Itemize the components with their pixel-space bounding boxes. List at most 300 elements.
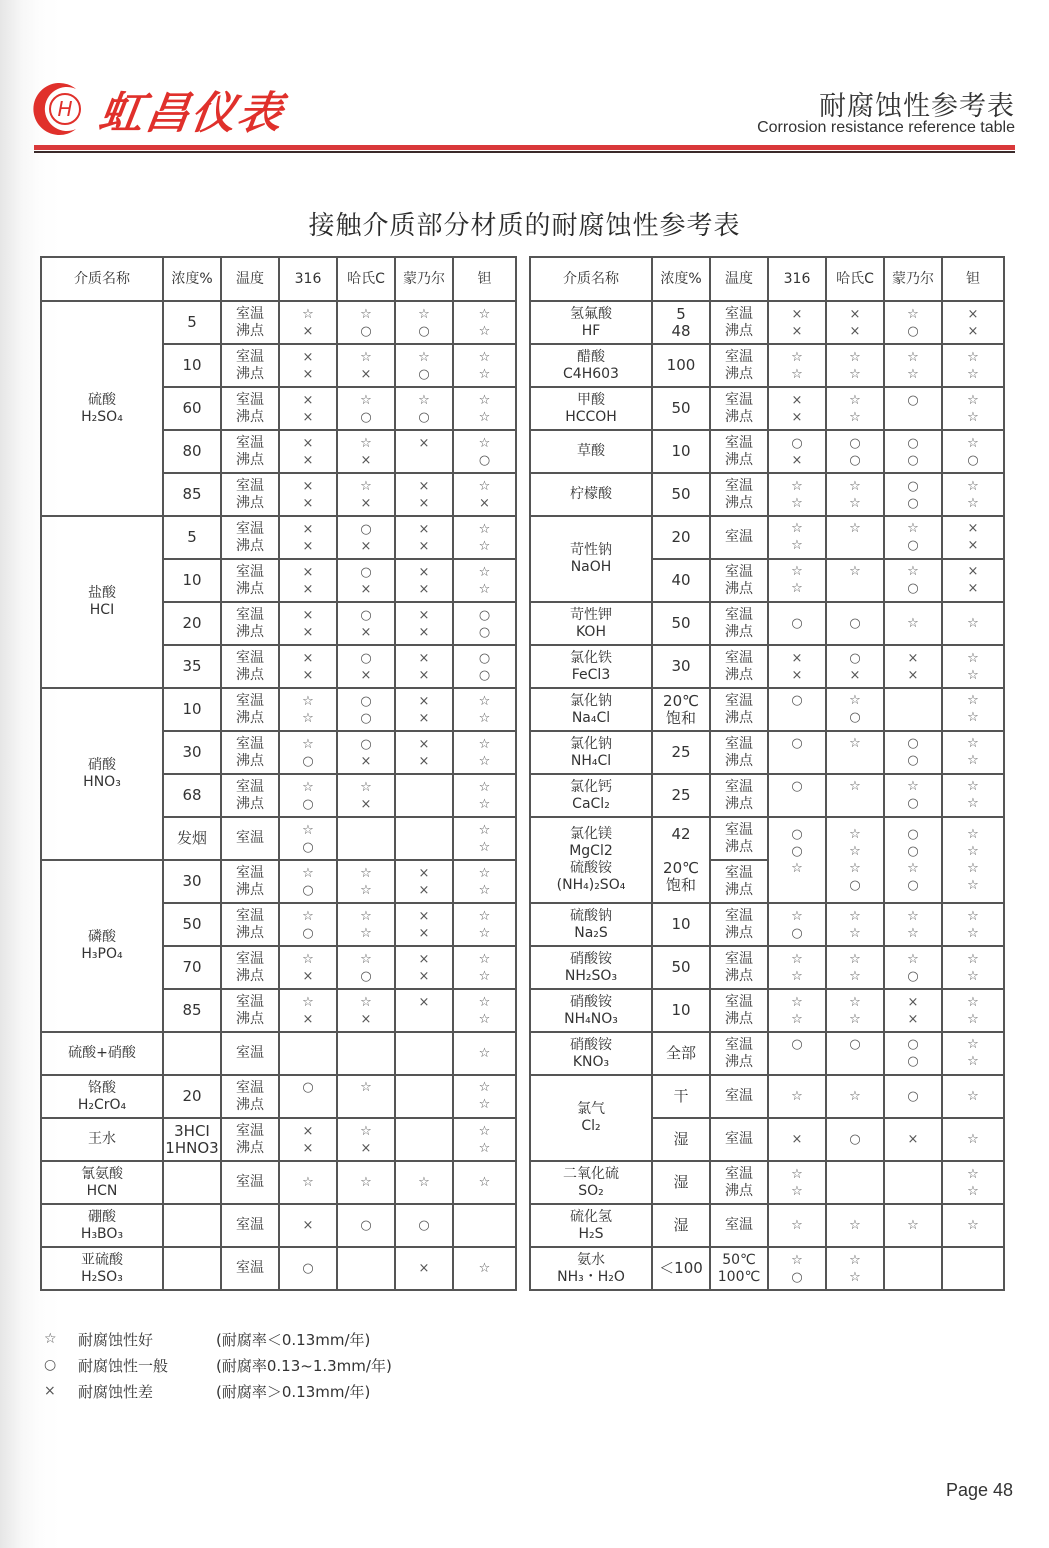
rating-symbol: ○	[360, 693, 372, 709]
concentration: 1HNO3	[165, 1138, 219, 1157]
rating-symbol: ×	[302, 538, 314, 554]
rating-symbol: ☆	[967, 1054, 979, 1069]
rating-symbol	[885, 1252, 941, 1269]
rating-monel	[884, 516, 942, 559]
temperature: 沸点	[236, 623, 264, 640]
rating-symbol: ×	[418, 581, 430, 597]
rating-symbol	[827, 795, 883, 812]
rating-symbol: ☆	[478, 908, 491, 924]
rating-tantalum	[453, 860, 516, 903]
rating-monel	[884, 645, 942, 688]
medium-name: 硫酸+硝酸	[68, 1045, 136, 1061]
concentration-cell	[163, 1032, 221, 1075]
col-header-temperature: 温度	[710, 257, 768, 301]
rating-316	[279, 860, 337, 903]
temperature: 沸点	[725, 408, 753, 425]
rating-hastelloy-c	[826, 602, 884, 645]
rating-symbol: ☆	[967, 392, 979, 408]
temperature-cell	[710, 645, 768, 688]
rating-hastelloy-c	[337, 946, 395, 989]
chemical-formula: H₂S	[578, 1225, 604, 1242]
temperature: 室温	[236, 305, 264, 322]
concentration-cell: 85	[163, 473, 221, 516]
rating-hastelloy-c	[337, 688, 395, 731]
rating-symbol	[885, 409, 941, 426]
rating-symbol	[885, 692, 941, 709]
medium-name: 铬酸	[88, 1079, 116, 1096]
rating-symbol: ×	[302, 478, 314, 494]
rating-316	[279, 1118, 337, 1161]
rating-symbol: ○	[907, 323, 919, 339]
rating-symbol: ×	[302, 968, 314, 984]
rating-symbol: ☆	[907, 366, 919, 382]
rating-316	[768, 989, 826, 1032]
rating-monel	[884, 602, 942, 645]
temperature: 室温	[725, 305, 753, 322]
rating-symbol: ☆	[478, 1080, 491, 1095]
rating-316	[279, 774, 337, 817]
temperature-cell	[221, 1118, 279, 1161]
rating-symbol: ×	[302, 323, 314, 339]
rating-symbol: ☆	[849, 1252, 861, 1268]
rating-symbol	[827, 580, 883, 597]
rating-monel	[884, 774, 942, 817]
temperature: 室温	[236, 993, 264, 1010]
temperature-cell	[710, 946, 768, 989]
rating-symbol: ☆	[302, 779, 314, 795]
medium-name: 氯气	[577, 1101, 605, 1117]
rating-symbol: ×	[967, 521, 979, 536]
temperature: 室温	[725, 907, 753, 924]
medium-name: 硼酸	[88, 1208, 116, 1225]
rating-316	[768, 1118, 826, 1161]
legend-rate: (耐腐率0.13~1.3mm/年)	[216, 1356, 392, 1375]
rating-symbol: ○	[302, 1080, 314, 1095]
rating-symbol: ☆	[360, 478, 372, 494]
col-header-concentration: 浓度%	[652, 257, 710, 301]
rating-symbol: ☆	[478, 796, 491, 812]
medium-name: 氯化钙	[570, 778, 612, 795]
rating-symbol: ☆	[849, 564, 861, 579]
rating-316	[768, 602, 826, 645]
rating-symbol: ☆	[967, 844, 979, 859]
rating-tantalum	[942, 430, 1004, 473]
temperature-cell	[221, 731, 279, 774]
rating-symbol: ☆	[967, 753, 979, 768]
rating-symbol	[280, 1045, 336, 1062]
rating-symbol: ☆	[791, 1166, 803, 1182]
rating-symbol: ☆	[302, 710, 314, 726]
temperature: 室温	[236, 1174, 264, 1190]
rating-symbol: ☆	[967, 349, 979, 365]
medium-name: 硫酸钠	[570, 907, 612, 924]
temperature: 室温	[236, 520, 264, 537]
rating-symbol: ☆	[478, 323, 491, 339]
rating-symbol: ○	[907, 1089, 919, 1104]
rating-symbol: ○	[907, 753, 919, 768]
rating-hastelloy-c	[337, 344, 395, 387]
rating-symbol: ☆	[478, 538, 491, 554]
concentration: 50	[671, 614, 691, 632]
rating-symbol: ☆	[791, 1252, 803, 1268]
temperature-cell	[221, 774, 279, 817]
concentration: 20℃	[663, 859, 699, 877]
rating-symbol: ☆	[967, 878, 979, 893]
rating-tantalum	[942, 301, 1004, 344]
temperature-cell	[221, 344, 279, 387]
rating-symbol: ☆	[360, 1123, 372, 1139]
rating-symbol	[827, 1053, 883, 1070]
rating-symbol: ×	[360, 667, 372, 683]
temperature: 室温	[236, 1045, 264, 1061]
rating-tantalum	[942, 946, 1004, 989]
rating-symbol: ×	[907, 667, 919, 683]
table-row	[530, 903, 1004, 946]
concentration-cell	[652, 1161, 710, 1204]
table-row	[530, 989, 1004, 1032]
rating-symbol: ☆	[302, 306, 314, 322]
rating-hastelloy-c	[337, 473, 395, 516]
rating-symbol: ○	[907, 878, 919, 893]
rating-symbol: ×	[302, 521, 314, 537]
rating-symbol: ×	[791, 323, 803, 339]
rating-hastelloy-c	[337, 860, 395, 903]
temperature: 沸点	[725, 795, 753, 812]
rating-symbol	[396, 1011, 452, 1028]
medium-name: 亚硫酸	[81, 1251, 123, 1268]
rating-316	[279, 516, 337, 559]
chemical-formula: H₂CrO₄	[77, 1096, 127, 1113]
rating-symbol: ☆	[360, 779, 372, 795]
rating-symbol: ☆	[478, 951, 491, 967]
rating-316	[768, 731, 826, 774]
rating-hastelloy-c	[826, 817, 884, 903]
temperature: 室温	[725, 563, 753, 580]
rating-316	[279, 559, 337, 602]
rating-symbol: ×	[360, 624, 372, 640]
rating-tantalum	[453, 1204, 516, 1247]
concentration-cell: 80	[163, 430, 221, 473]
rating-hastelloy-c	[337, 301, 395, 344]
rating-symbol: ☆	[849, 349, 861, 365]
rating-hastelloy-c	[826, 430, 884, 473]
temperature: 室温	[236, 778, 264, 795]
rating-hastelloy-c	[826, 1118, 884, 1161]
rating-316	[768, 645, 826, 688]
rating-symbol: ○	[478, 452, 491, 468]
rating-symbol: ○	[791, 779, 803, 794]
rating-symbol: ☆	[791, 908, 803, 924]
temperature: 室温	[725, 477, 753, 494]
rating-tantalum	[942, 688, 1004, 731]
temperature-cell	[221, 903, 279, 946]
temperature: 沸点	[236, 408, 264, 425]
temperature-cell	[710, 301, 768, 344]
temperature-cell	[221, 301, 279, 344]
rating-symbol: ○	[360, 607, 372, 623]
temperature-cell	[221, 516, 279, 559]
col-header-temperature: 温度	[221, 257, 279, 301]
rating-symbol: ☆	[967, 616, 979, 631]
rating-symbol: ×	[360, 581, 372, 597]
rating-symbol: ○	[478, 607, 491, 623]
rating-316	[768, 1075, 826, 1118]
rating-tantalum	[453, 430, 516, 473]
rating-symbol: ○	[849, 878, 861, 893]
rating-symbol: ☆	[478, 1046, 491, 1061]
legend-label: 耐腐蚀性一般	[78, 1356, 169, 1375]
medium-name: (NH₄)₂SO₄	[556, 877, 626, 893]
medium-name-cell	[530, 1075, 652, 1161]
rating-tantalum	[942, 559, 1004, 602]
rating-monel	[395, 946, 453, 989]
rating-symbol: ☆	[907, 951, 919, 967]
rating-symbol: ☆	[849, 409, 861, 425]
rating-symbol: ○	[907, 1037, 919, 1052]
rating-symbol: ×	[967, 564, 979, 579]
rating-symbol: ×	[849, 306, 861, 322]
rating-symbol: ☆	[302, 693, 314, 709]
temperature: 沸点	[725, 580, 753, 597]
rating-symbol: ☆	[478, 1261, 491, 1276]
legend-rate: (耐腐率＜0.13mm/年)	[216, 1330, 371, 1349]
temperature: 50℃	[722, 1251, 756, 1268]
medium-name-cell	[41, 301, 163, 516]
temperature: 沸点	[236, 1139, 264, 1156]
page-title: 接触介质部分材质的耐腐蚀性参考表	[308, 211, 741, 241]
temperature: 室温	[725, 1088, 753, 1104]
concentration-cell	[652, 774, 710, 817]
rating-tantalum	[942, 344, 1004, 387]
rating-hastelloy-c	[826, 301, 884, 344]
rating-symbol: ○	[849, 650, 861, 666]
temperature: 室温	[236, 950, 264, 967]
rating-symbol: ☆	[849, 392, 861, 408]
temperature: 室温	[236, 1217, 264, 1233]
rating-symbol: ☆	[849, 1011, 861, 1027]
temperature: 室温	[725, 649, 753, 666]
temperature: 室温	[725, 391, 753, 408]
rating-symbol: ☆	[849, 968, 861, 984]
rating-tantalum	[942, 1075, 1004, 1118]
chemical-formula: NH₄NO₃	[564, 1010, 618, 1027]
rating-symbol: ☆	[302, 822, 314, 838]
rating-hastelloy-c	[337, 430, 395, 473]
medium-name: 苛性钠	[570, 542, 612, 558]
rating-symbol: ☆	[907, 1218, 919, 1233]
concentration-cell	[652, 817, 710, 903]
chemical-formula: KOH	[576, 623, 606, 640]
rating-symbol: ☆	[478, 994, 491, 1010]
rating-symbol: ×	[791, 1132, 803, 1147]
temperature-cell	[221, 1204, 279, 1247]
concentration	[653, 843, 709, 860]
rating-monel	[395, 473, 453, 516]
temperature: 室温	[236, 1079, 264, 1096]
rating-monel	[395, 559, 453, 602]
temperature: 室温	[725, 1131, 753, 1147]
rating-tantalum	[942, 602, 1004, 645]
rating-symbol: ×	[967, 323, 979, 339]
rating-tantalum	[453, 1161, 516, 1204]
rating-symbol: ☆	[478, 753, 491, 769]
rating-monel	[395, 344, 453, 387]
concentration: 10	[671, 915, 691, 933]
rating-symbol: ×	[418, 925, 430, 941]
rating-316	[768, 1032, 826, 1075]
rating-symbol: ☆	[791, 1011, 803, 1027]
rating-tantalum	[453, 946, 516, 989]
temperature: 100℃	[717, 1268, 761, 1285]
temperature-cell	[221, 1075, 279, 1118]
col-header-316: 316	[279, 257, 337, 301]
concentration: 30	[671, 657, 691, 675]
temperature: 沸点	[725, 1053, 753, 1070]
rating-symbol: ☆	[791, 564, 803, 579]
concentration: 100	[666, 356, 696, 374]
rating-monel	[395, 1204, 453, 1247]
concentration-cell: 5	[163, 516, 221, 559]
rating-symbol: ×	[791, 409, 803, 425]
rating-symbol: ○	[360, 323, 372, 339]
temperature-cell	[710, 1118, 768, 1161]
rating-symbol: ☆	[360, 994, 372, 1010]
rating-316	[768, 559, 826, 602]
concentration-cell: 10	[163, 559, 221, 602]
medium-name-cell	[41, 1075, 163, 1118]
rating-symbol: ○	[907, 844, 919, 859]
rating-symbol	[338, 1096, 394, 1113]
table-row	[41, 688, 516, 731]
rating-symbol: ○	[418, 366, 430, 382]
rating-symbol	[396, 779, 452, 796]
rating-symbol: ×	[360, 753, 372, 769]
rating-symbol: ×	[418, 667, 430, 683]
rating-monel	[395, 860, 453, 903]
temperature: 室温	[236, 563, 264, 580]
rating-symbol: ×	[360, 1140, 372, 1156]
chemical-formula: HCI	[89, 602, 115, 618]
rating-symbol: ☆	[478, 1175, 491, 1190]
rating-316	[768, 903, 826, 946]
rating-symbol: ○	[907, 796, 919, 811]
temperature: 沸点	[725, 924, 753, 941]
rating-symbol: ○	[907, 452, 919, 468]
concentration-cell	[163, 1247, 221, 1290]
rating-symbol: ×	[418, 564, 430, 580]
rating-tantalum	[453, 731, 516, 774]
legend-item-fair	[44, 1352, 392, 1378]
temperature-cell	[710, 387, 768, 430]
rating-316	[768, 516, 826, 559]
concentration-cell	[652, 645, 710, 688]
medium-name: 氨水	[577, 1251, 605, 1268]
rating-monel	[884, 946, 942, 989]
concentration	[164, 1217, 220, 1234]
chemical-formula: FeCl3	[571, 666, 611, 683]
rating-symbol: ☆	[907, 564, 919, 579]
table-row	[530, 473, 1004, 516]
rating-symbol	[769, 709, 825, 726]
temperature: 室温	[725, 529, 753, 545]
rating-symbol	[885, 1269, 941, 1286]
rating-symbol: ☆	[907, 925, 919, 941]
rating-symbol: ☆	[967, 908, 979, 924]
rating-316	[279, 817, 337, 860]
temperature-cell	[221, 688, 279, 731]
rating-hastelloy-c	[826, 473, 884, 516]
rating-monel	[395, 1118, 453, 1161]
legend	[44, 1326, 392, 1404]
table-row	[530, 688, 1004, 731]
concentration-cell	[163, 1204, 221, 1247]
temperature: 沸点	[725, 967, 753, 984]
rating-monel	[884, 301, 942, 344]
chemical-formula: SO₂	[578, 1182, 604, 1199]
rating-symbol: ☆	[478, 581, 491, 597]
rating-symbol: ×	[967, 538, 979, 553]
rating-symbol: ☆	[907, 616, 919, 631]
rating-symbol: ☆	[967, 1011, 979, 1027]
temperature-cell	[221, 430, 279, 473]
rating-monel	[884, 387, 942, 430]
col-header-hastelloy-c: 哈氏C	[826, 257, 884, 301]
rating-symbol: ○	[302, 796, 314, 812]
concentration-cell: 20	[652, 516, 710, 559]
concentration: 48	[671, 321, 691, 340]
temperature-cell	[710, 602, 768, 645]
rating-symbol: ○	[360, 650, 372, 666]
concentration: 20	[182, 1087, 202, 1105]
rating-hastelloy-c	[337, 559, 395, 602]
medium-name-cell	[41, 1247, 163, 1290]
rating-symbol: ☆	[791, 968, 803, 984]
temperature: 沸点	[236, 451, 264, 468]
rating-hastelloy-c	[826, 645, 884, 688]
concentration: 饱和	[665, 876, 696, 894]
rating-symbol: ×	[302, 1140, 314, 1156]
table-row	[530, 430, 1004, 473]
rating-symbol	[396, 1123, 452, 1140]
rating-316	[279, 1247, 337, 1290]
temperature-cell	[221, 387, 279, 430]
medium-name: 硝酸铵	[570, 993, 612, 1010]
rating-monel	[884, 817, 942, 903]
rating-symbol: ☆	[478, 435, 491, 451]
rating-symbol: ☆	[967, 1183, 979, 1199]
rating-symbol: ×	[418, 865, 430, 881]
medium-name: 硫酸铵	[570, 860, 612, 876]
rating-monel	[884, 344, 942, 387]
temperature: 沸点	[236, 537, 264, 554]
rating-monel	[395, 430, 453, 473]
rating-hastelloy-c	[826, 688, 884, 731]
rating-symbol: ×	[849, 667, 861, 683]
rating-symbol	[396, 1079, 452, 1096]
temperature: 室温	[725, 778, 753, 795]
rating-symbol: ×	[302, 366, 314, 382]
concentration-cell	[652, 344, 710, 387]
rating-hastelloy-c	[826, 559, 884, 602]
rating-symbol: ○	[360, 710, 372, 726]
rating-symbol: ○	[360, 409, 372, 425]
rating-symbol: ☆	[478, 1140, 491, 1156]
rating-symbol: ○	[478, 624, 491, 640]
temperature: 室温	[725, 735, 753, 752]
rating-symbol	[396, 822, 452, 839]
rating-symbol: ×	[302, 349, 314, 365]
rating-symbol: ○	[907, 736, 919, 751]
